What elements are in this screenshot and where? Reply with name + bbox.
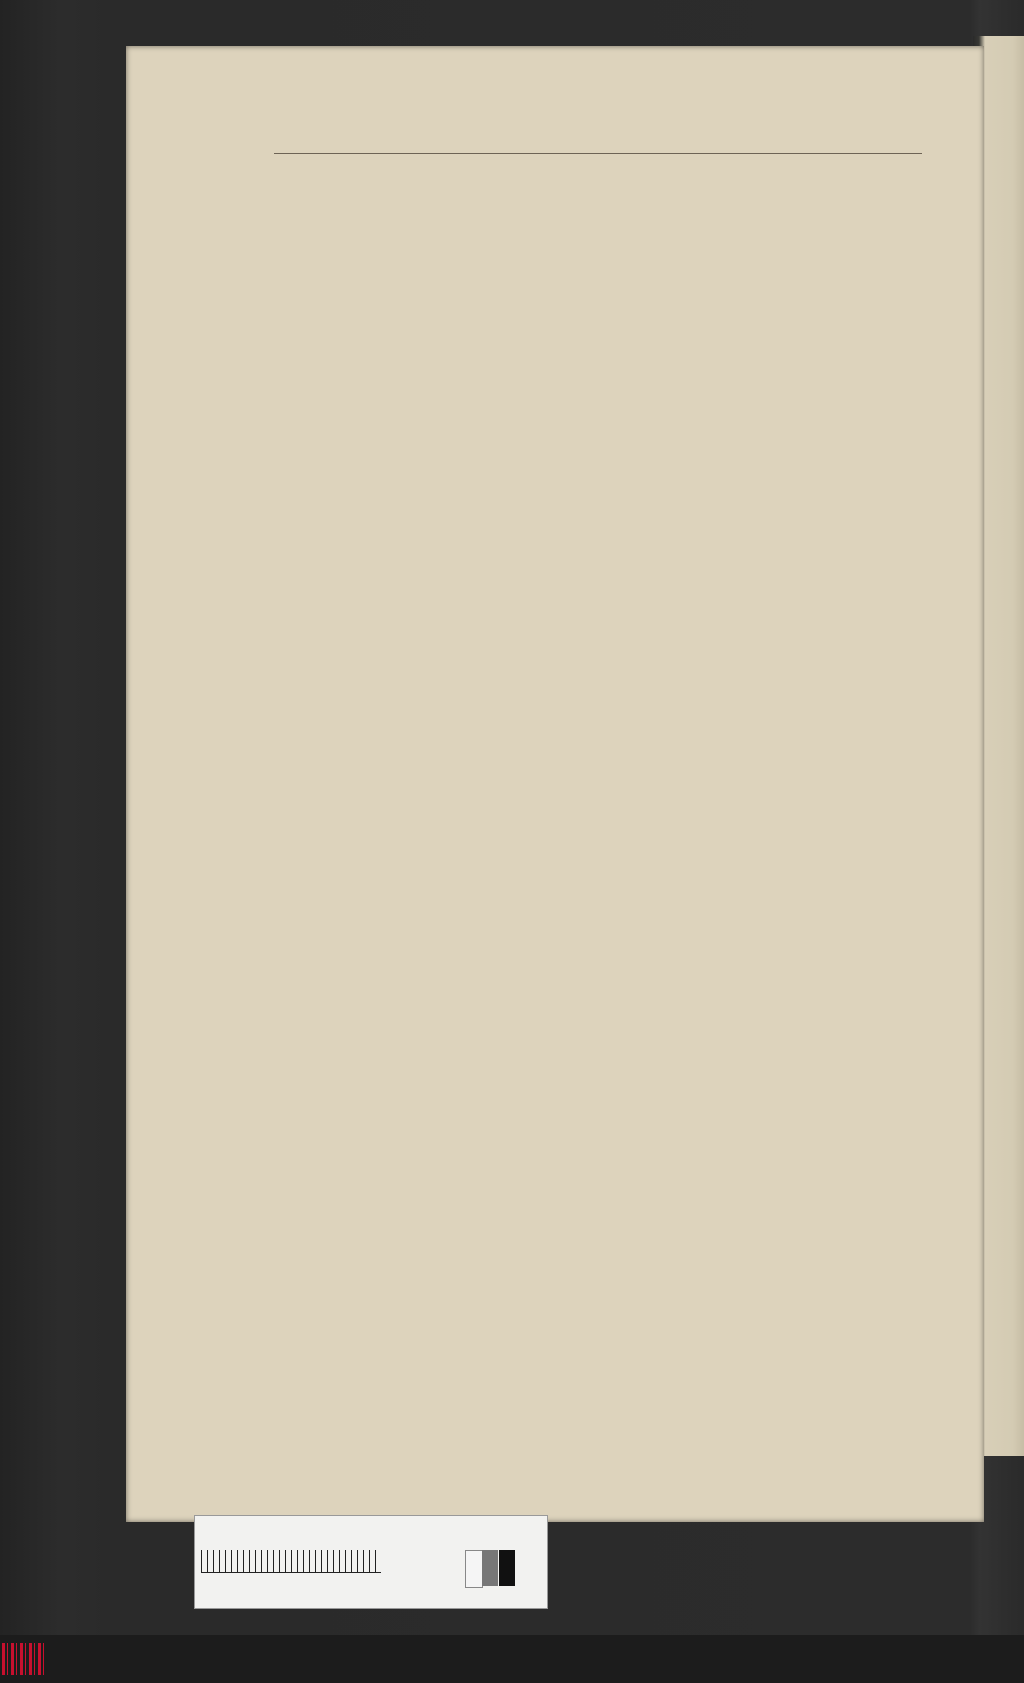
barcode-icon: [2, 1643, 46, 1675]
gray-patch-black: [499, 1550, 515, 1586]
footer-bar: [0, 1635, 1024, 1683]
head-rule: [274, 153, 922, 154]
scale-card: [194, 1515, 548, 1609]
running-head: [274, 125, 954, 153]
margin-line-numbers: [926, 0, 956, 1400]
gray-patch-white: [465, 1550, 483, 1588]
book-page: [126, 46, 984, 1522]
measuring-ruler: [201, 1550, 381, 1573]
main-paragraph: [280, 630, 926, 632]
gray-patch-mid: [482, 1550, 498, 1586]
